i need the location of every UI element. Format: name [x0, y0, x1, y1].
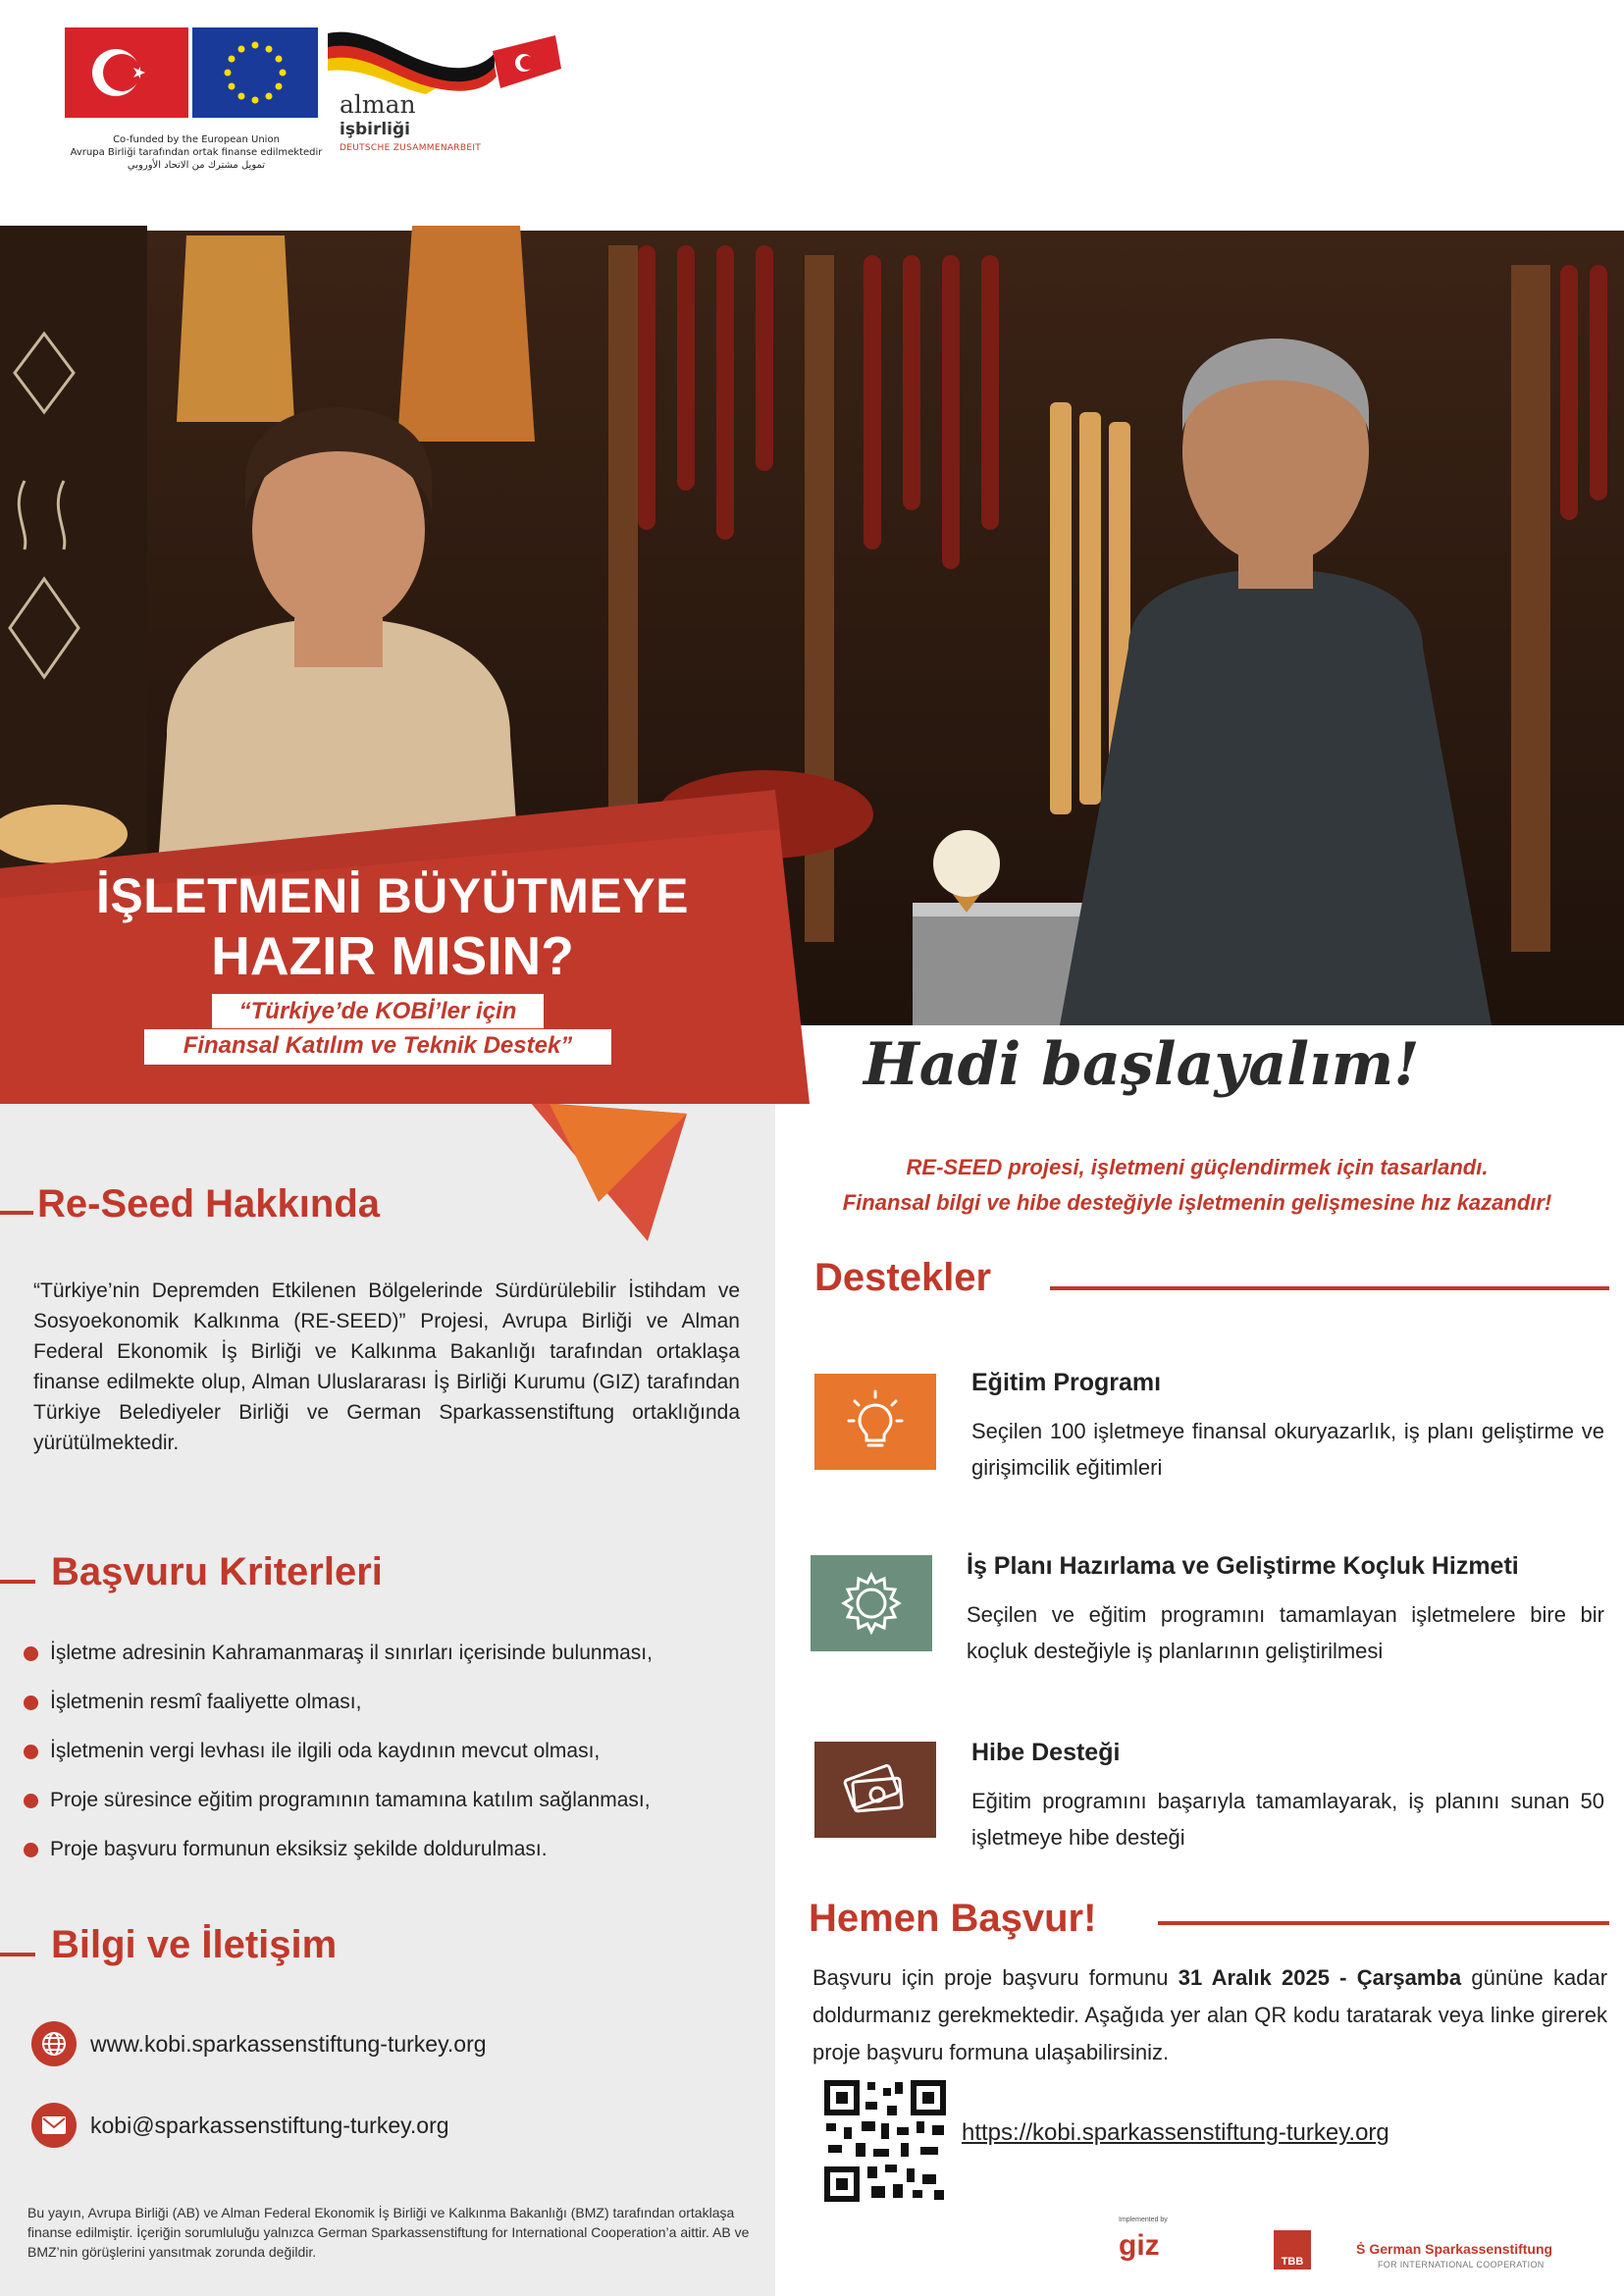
apply-deadline: 31 Aralık 2025 - Çarşamba — [1178, 1965, 1462, 1990]
apply-text-before: Başvuru için proje başvuru formunu — [812, 1965, 1179, 1990]
project-tagline — [785, 1150, 1609, 1221]
tagline-line1: RE-SEED projesi, işletmeni güçlendirmek için tasarlandı. — [906, 1155, 1489, 1179]
deutsche-zusammenarbeit-word: DEUTSCHE ZUSAMMENARBEIT — [340, 143, 482, 153]
tagline-line2: Finansal bilgi ve hibe desteğiyle işletmenin gelişmesine hız kazandır! — [842, 1190, 1552, 1215]
cofunded-line-ar: تمويل مشترك من الاتحاد الأوروبي — [127, 160, 266, 171]
hero-title-line2: HAZIR MISIN? — [211, 925, 574, 986]
tbb-logo — [1274, 2230, 1311, 2270]
support-title: İş Planı Hazırlama ve Geliştirme Koçluk Hizmeti — [967, 1552, 1519, 1580]
cofunded-text — [39, 133, 353, 172]
sparkasse-logo-text — [1356, 2241, 1552, 2257]
sparkasse-name: German Sparkassenstiftung — [1369, 2241, 1553, 2257]
support-title: Hibe Desteği — [971, 1739, 1121, 1766]
bullet-dot — [24, 1843, 38, 1857]
contact-heading-rule — [0, 1953, 35, 1957]
criteria-item-text: Proje süresince eğitim programının tamamına katılım sağlanması, — [50, 1789, 651, 1811]
criteria-item — [24, 1678, 769, 1727]
criteria-item-text: İşletmenin vergi levhası ile ilgili oda kaydının mevcut olması, — [50, 1740, 601, 1762]
contact-heading: Bilgi ve İletişim — [51, 1923, 338, 1966]
apply-text — [812, 1959, 1607, 2071]
hero-title-line1: İŞLETMENİ BÜYÜTMEYE — [96, 868, 689, 923]
lightbulb-icon — [841, 1387, 910, 1456]
hadi-baslayalim-heading: Hadi başlayalım! — [864, 1030, 1420, 1099]
mail-icon — [31, 2103, 77, 2148]
hero-subtitle-line1: “Türkiye’de KOBİ’ler için — [238, 998, 517, 1024]
sparkasse-tagline: FOR INTERNATIONAL COOPERATION — [1378, 2260, 1545, 2270]
support-desc: Seçilen 100 işletmeye finansal okuryazarlık, iş planı geliştirme ve girişimcilik eğitimleri — [971, 1419, 1604, 1480]
giz-logo: giz — [1119, 2229, 1160, 2262]
apply-heading: Hemen Başvur! — [809, 1897, 1097, 1940]
turkey-flag-logo — [65, 27, 188, 118]
criteria-item — [24, 1825, 769, 1874]
supports-heading-rule — [1050, 1286, 1609, 1290]
apply-heading-rule — [1158, 1921, 1609, 1925]
criteria-item-text: Proje başvuru formunun eksiksiz şekilde doldurulması. — [50, 1838, 548, 1860]
criteria-heading-rule — [0, 1580, 35, 1584]
apply-form-link[interactable]: https://kobi.sparkassenstiftung-turkey.org — [962, 2119, 1389, 2146]
cofunded-line-tr: Avrupa Birliği tarafından ortak finanse edilmektedir — [70, 147, 323, 158]
criteria-heading: Başvuru Kriterleri — [51, 1550, 383, 1593]
bullet-dot — [24, 1646, 38, 1661]
support-icon-box — [814, 1374, 936, 1470]
criteria-item — [24, 1776, 769, 1825]
support-desc: Seçilen ve eğitim programını tamamlayan işletmelere bire bir koçluk desteğiyle iş planlarının geliştirilmesi — [967, 1602, 1604, 1663]
bullet-dot — [24, 1696, 38, 1710]
about-heading-rule — [0, 1211, 33, 1215]
funding-disclaimer: Bu yayın, Avrupa Birliği (AB) ve Alman Federal Ekonomik İş Birliği ve Kalkınma Bakanlığı (BMZ) tarafından ortaklaşa finanse edilmiştir. İçeriğin sorumluluğu yalnızca German Sparkassenstiftung for International Cooperation’a aittir. AB ve BMZ’nin görüşlerini yansıtmak zorunda değildir. — [27, 2205, 750, 2260]
cofunded-line-en: Co-funded by the European Union — [113, 134, 280, 145]
hero-subtitle — [144, 994, 611, 1063]
criteria-list — [24, 1629, 769, 1874]
money-icon — [840, 1758, 911, 1821]
globe-icon — [31, 2021, 77, 2066]
qr-code[interactable] — [822, 2078, 948, 2204]
contact-website-link[interactable]: www.kobi.sparkassenstiftung-turkey.org — [90, 2030, 487, 2057]
alman-word: alman — [340, 90, 416, 119]
contact-email-row[interactable] — [31, 2103, 449, 2148]
isbirligi-word: işbirliği — [340, 120, 410, 139]
criteria-item-text: İşletme adresinin Kahramanmaraş il sınırları içerisinde bulunması, — [50, 1642, 653, 1664]
about-heading: Re-Seed Hakkında — [37, 1182, 381, 1226]
support-desc: Eğitim programını başarıyla tamamlayarak, iş planını sunan 50 işletmeye hibe desteği — [971, 1789, 1604, 1850]
support-title: Eğitim Programı — [971, 1369, 1162, 1396]
criteria-item — [24, 1727, 769, 1776]
bullet-dot — [24, 1745, 38, 1759]
criteria-item — [24, 1629, 769, 1678]
support-icon-box — [814, 1742, 936, 1838]
sparkasse-s-icon: Ṡ — [1356, 2241, 1366, 2257]
hero-subtitle-line2: Finansal Katılım ve Teknik Destek” — [183, 1032, 573, 1059]
about-text: “Türkiye’nin Depremden Etkilenen Bölgelerinde Sürdürülebilir İstihdam ve Sosyoekonomik Kalkınma (RE-SEED)” Projesi, Avrupa Birliği ve Alman Federal Ekonomik İş Birliği ve Kalkınma Bakanlığı tarafından ortaklaşa finanse edilmekte olup, Alman Uluslararası İş Birliği Kurumu (GIZ) tarafından Türkiye Belediyeler Birliği ve German Sparkassenstiftung ortaklığında yürütülmektedir. — [33, 1279, 740, 1454]
implemented-by-label: Implemented by — [1119, 2217, 1168, 2223]
tbb-logo-text: TBB — [1281, 2256, 1304, 2268]
contact-website-row[interactable] — [31, 2021, 487, 2066]
support-icon-box — [811, 1555, 932, 1651]
eu-flag-logo — [192, 27, 318, 118]
bullet-dot — [24, 1794, 38, 1808]
supports-heading: Destekler — [814, 1256, 992, 1299]
criteria-item-text: İşletmenin resmî faaliyette olması, — [50, 1691, 362, 1713]
contact-email-link[interactable]: kobi@sparkassenstiftung-turkey.org — [90, 2112, 449, 2138]
apply-text-after: gününe kadar doldurmanız gerekmektedir. Aşağıda yer alan QR kodu taratarak veya linke girerek proje başvuru formuna ulaşabilirsiniz. — [812, 1965, 1608, 2064]
gear-icon — [837, 1569, 906, 1638]
